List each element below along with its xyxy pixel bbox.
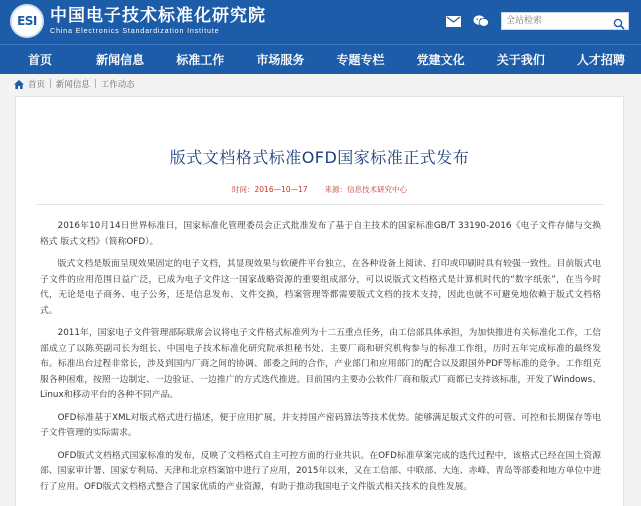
- nav-item-standards[interactable]: 标准工作: [176, 53, 225, 67]
- article-body: [16, 205, 623, 495]
- mail-icon[interactable]: [445, 13, 461, 29]
- breadcrumb: [0, 74, 641, 94]
- site-logo[interactable]: [10, 4, 266, 38]
- article-paragraph: 2016年10月14日世界标准日，国家标准化管理委员会正式批准发布了基于自主技术的国家标准GB/T 33190-2016《电子文件存储与交换格式 版式文档》（简称OFD）。: [40, 221, 601, 247]
- nav-item-market[interactable]: 市场服务: [256, 53, 305, 67]
- article-card: [15, 96, 624, 506]
- site-title-en: China Electronics Standardization Institute: [50, 26, 220, 35]
- nav-item-party[interactable]: 党建文化: [416, 53, 465, 67]
- nav-item-topics[interactable]: 专题专栏: [336, 53, 385, 67]
- breadcrumb-separator: |: [49, 79, 52, 89]
- article-paragraph: 2011年，国家电子文件管理部际联席会议将电子文件格式标准列为十二五重点任务，由工信部具体承担，为加快推进有关标准化工作，工信部成立了以陈英副司长为组长、中国电子技术标准化研究院承担秘书处、主要厂商和研究机构参与的标准工作组，历时五年完成标准的最终发布。标准出台过程非常长，涉及到国内厂商之间的协调、部委之间的合作，产业部门和应用部门的配合以及跟国外PDF等标准的竞争。工作组克服各种困难，按照一边制定、一边验证、一边推广的方式迭代推进。目前国内主要办公软件厂商和版式厂商都已支持该标准，开发了Windows、Linux和移动平台的各种不同产品。: [40, 328, 601, 400]
- article-meta: [16, 184, 623, 195]
- article-paragraph: OFD版式文档格式国家标准的发布，反映了文档格式自主可控方面的行业共识。在OFD标准草案完成的迭代过程中，该格式已经在国土资源部、国家审计署、国家专利局、天津和北京档案馆中进行了应用，2015年以来，又在工信部、中联部、大连、赤峰、青岛等部委和地方单位中进行了应用。OFD版式文档格式整合了国家优质的产业资源，有助于推动我国电子文件版式相关技术的良性发展。: [40, 450, 601, 492]
- search-icon[interactable]: [613, 15, 625, 34]
- site-header: [0, 0, 641, 44]
- nav-item-home[interactable]: 首页: [28, 53, 53, 67]
- main-nav: [0, 44, 641, 74]
- chat-icon[interactable]: [473, 13, 489, 29]
- logo-text: [50, 6, 266, 36]
- nav-item-careers[interactable]: 人才招聘: [576, 53, 625, 67]
- nav-item-news[interactable]: 新闻信息: [96, 53, 145, 67]
- article-title: 版式文档格式标准OFD国家标准正式发布: [169, 148, 470, 167]
- logo-mark: ESI: [10, 4, 44, 38]
- site-title-cn: 中国电子技术标准化研究院: [50, 6, 266, 26]
- article-source: 来源：信息技术研究中心: [324, 185, 407, 194]
- search-input[interactable]: [502, 13, 610, 29]
- home-icon[interactable]: [14, 80, 24, 89]
- article-time: 时间：2016—10—17: [232, 185, 308, 194]
- nav-item-about[interactable]: 关于我们: [496, 53, 545, 67]
- breadcrumb-separator: |: [93, 79, 97, 89]
- breadcrumb-work-updates[interactable]: 工作动态: [100, 80, 135, 90]
- header-tools: [445, 12, 629, 30]
- search-box: [501, 12, 629, 30]
- article-paragraph: OFD标准基于XML对版式格式进行描述，便于应用扩展，并支持国产密码算法等技术优势。能够满足版式文件的可管、可控和长期保存等电子文件管理的实际需求。: [40, 412, 601, 438]
- breadcrumb-news[interactable]: 新闻信息: [55, 80, 90, 90]
- breadcrumb-home[interactable]: 首页: [28, 80, 46, 90]
- article-paragraph: 版式文档是版面呈现效果固定的电子文档，其显现效果与软硬件平台独立，在各种设备上阅读、打印或印刷时具有较强一致性。目前版式电子文件的应用范围日益广泛，已成为电子文件这一国家战略资源的重要组成部分，可以说版式文档格式是计算机时代的“数字纸张”，在当今时代，无论是电子商务、电子公务，还是信息发布、文件交换，档案管理等都需要版式文档的技术支持，因此也就不可避免地依赖于版式文档格式。: [40, 259, 601, 316]
